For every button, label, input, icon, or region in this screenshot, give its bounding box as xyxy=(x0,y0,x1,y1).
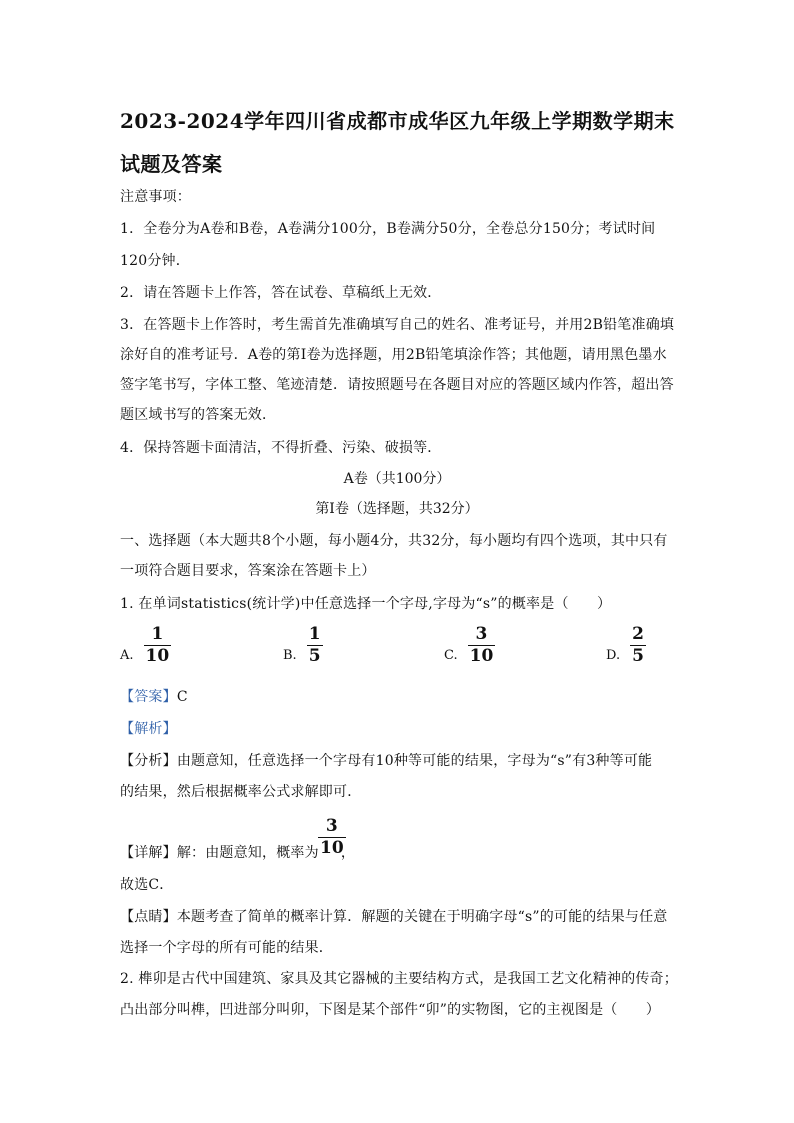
fraction-denominator: 5 xyxy=(308,646,321,667)
option-label: D. xyxy=(606,648,621,664)
fraction-denominator: 10 xyxy=(320,838,344,859)
option-fraction xyxy=(144,626,172,665)
notice-item-4: 4．保持答题卡面清洁，不得折叠、污染、破损等． xyxy=(120,440,442,456)
question-2-stem: 2. 榫卯是古代中国建筑、家具及其它器械的主要结构方式，是我国工艺文化精神的传奇； xyxy=(120,971,679,987)
page-title-line2: 试题及答案 xyxy=(120,152,223,176)
fraction-numerator: 1 xyxy=(151,624,164,644)
fraction-numerator: 3 xyxy=(475,624,488,644)
analysis-tag: 【解析】 xyxy=(120,721,177,737)
fenxi-tag: 【分析】 xyxy=(120,753,177,769)
answer-value: C xyxy=(176,689,188,705)
answer-tag: 【答案】 xyxy=(120,689,177,705)
fraction-numerator: 1 xyxy=(308,624,321,644)
part-intro-cont: 一项符合题目要求，答案涂在答题卡上） xyxy=(120,563,376,579)
section-a-part1-heading: 第Ⅰ卷（选择题，共32分） xyxy=(315,501,479,517)
notice-item-3-cont3: 题区域书写的答案无效． xyxy=(120,407,277,423)
option-d xyxy=(606,626,646,665)
part-intro: 一、选择题（本大题共8个小题，每小题4分，共32分，每小题均有四个选项，其中只有 xyxy=(120,533,668,549)
fraction-denominator: 5 xyxy=(632,646,644,667)
notice-item-3: 3．在答题卡上作答时，考生需首先准确填写自己的姓名、准考证号，并用2B铅笔准确填 xyxy=(120,317,675,333)
option-label: B. xyxy=(283,648,297,664)
notice-item-1-cont: 120分钟． xyxy=(120,253,190,269)
notice-heading: 注意事项： xyxy=(120,189,191,205)
comment-line xyxy=(120,906,668,926)
detail-end: ， xyxy=(340,845,356,861)
notice-item-3-cont2: 签字笔书写，字体工整、笔迹清楚．请按照题号在各题目对应的答题区域内作答，超出答 xyxy=(120,377,674,393)
option-fraction xyxy=(468,626,496,665)
fenxi-line xyxy=(120,750,652,770)
answer-line xyxy=(120,686,188,706)
detail-line xyxy=(120,842,355,862)
section-a-heading: A卷（共100分） xyxy=(343,471,451,487)
page-title: 2023-2024学年四川省成都市成华区九年级上学期数学期末 xyxy=(120,109,675,133)
fraction-numerator: 3 xyxy=(325,816,338,836)
detail-text: 解：由题意知，概率为 xyxy=(176,845,319,861)
option-label: C. xyxy=(444,648,458,664)
analysis-line xyxy=(120,718,177,738)
choose-line: 故选C． xyxy=(120,877,174,893)
option-a xyxy=(120,626,171,665)
question-1-stem: 1. 在单词statistics(统计学)中任意选择一个字母,字母为“s”的概率是（ ） xyxy=(120,596,612,612)
comment-line-cont: 选择一个字母的所有可能的结果． xyxy=(120,940,333,956)
option-c xyxy=(444,626,495,665)
option-fraction xyxy=(630,626,646,665)
fenxi-text: 由题意知，任意选择一个字母有10种等可能的结果，字母为“s”有3种等可能 xyxy=(176,753,653,769)
fraction-denominator: 10 xyxy=(469,646,494,667)
fenxi-line-cont: 的结果，然后根据概率公式求解即可． xyxy=(120,784,362,800)
notice-item-3-cont1: 涂好自的准考证号．A卷的第Ⅰ卷为选择题，用2B铅笔填涂作答；其他题，请用黑色墨水 xyxy=(120,347,667,363)
option-fraction xyxy=(307,626,323,665)
notice-item-2: 2．请在答题卡上作答，答在试卷、草稿纸上无效． xyxy=(120,285,442,301)
option-label: A. xyxy=(120,648,134,664)
fraction-denominator: 10 xyxy=(145,646,170,667)
comment-text: 本题考查了简单的概率计算．解题的关键在于明确字母“s”的可能的结果与任意 xyxy=(176,909,668,925)
detail-tag: 【详解】 xyxy=(120,845,177,861)
question-2-stem-cont: 凸出部分叫榫，凹进部分叫卯，下图是某个部件“卯”的实物图，它的主视图是（ ） xyxy=(120,1002,661,1018)
notice-item-1: 1．全卷分为A卷和B卷，A卷满分100分，B卷满分50分，全卷总分150分；考试时间 xyxy=(120,221,656,237)
comment-tag: 【点睛】 xyxy=(120,909,177,925)
option-b xyxy=(283,626,323,665)
fraction-numerator: 2 xyxy=(632,624,644,644)
